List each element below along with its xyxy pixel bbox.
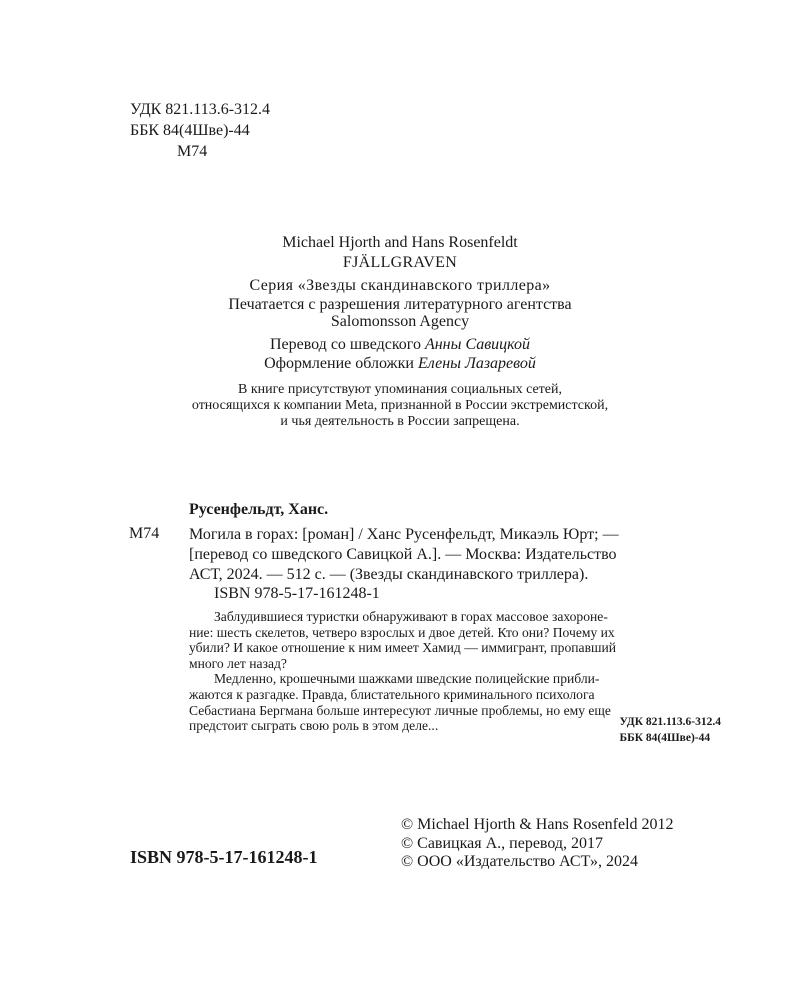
annotation-line: жаются к разгадке. Правда, блистательного криминального психолога xyxy=(189,686,595,702)
notice-line-3: и чья деятельность в России запрещена. xyxy=(280,414,520,429)
isbn-bold: ISBN 978-5-17-161248-1 xyxy=(130,847,318,867)
permission-line-2: Salomonsson Agency xyxy=(330,313,470,330)
original-authors: Michael Hjorth and Hans Rosenfeldt xyxy=(282,234,518,251)
bibliography-line-3: АСТ, 2024. — 512 с. — (Звезды скандинавского триллера). xyxy=(189,566,589,583)
author-mark: М74 xyxy=(177,143,208,160)
annotation-line: убили? И какое отношение к ним имеет Хамид — иммигрант, пропавший xyxy=(189,640,617,656)
translation-credit xyxy=(0,336,800,354)
cover-prefix: Оформление обложки xyxy=(264,355,418,372)
copyright-line-3: © ООО «Издательство АСТ», 2024 xyxy=(401,853,638,870)
classification-codes xyxy=(130,99,270,162)
annotation-line: ние: шесть скелетов, четверо взрослых и двое детей. Кто они? Почему их xyxy=(189,624,615,640)
annotation-line: много лет назад? xyxy=(189,655,287,671)
translator-name: Анны Савицкой xyxy=(424,336,531,353)
translation-prefix: Перевод со шведского xyxy=(269,336,425,353)
bibliography-line-2: [перевод со шведского Савицкой А.]. — Москва: Издательство xyxy=(189,546,617,563)
series-line: Серия «Звезды скандинавского триллера» xyxy=(249,277,551,294)
cover-credit xyxy=(0,355,800,373)
bibliography-record xyxy=(189,525,719,585)
notice-line-1: В книге присутствуют упоминания социальных сетей, xyxy=(238,382,562,397)
copyright-block xyxy=(401,816,674,872)
udk-code-small: УДК 821.113.6-312.4 xyxy=(619,716,721,728)
classification-codes-small xyxy=(620,714,721,746)
annotation-line: Себастиана Бергмана больше интересуют личные проблемы, но ему еще xyxy=(189,702,611,718)
bbk-code-small: ББК 84(4Шве)-44 xyxy=(619,732,711,744)
udk-code: УДК 821.113.6-312.4 xyxy=(130,101,271,118)
annotation-line: предстоит сыграть свою роль в этом деле... xyxy=(189,718,439,734)
annotation-line: Заблудившиеся туристки обнаруживают в горах массовое захороне- xyxy=(214,609,608,624)
copyright-line-1: © Michael Hjorth & Hans Rosenfeld 2012 xyxy=(401,816,674,833)
cover-designer-name: Елены Лазаревой xyxy=(417,355,536,372)
copyright-line-2: © Савицкая А., перевод, 2017 xyxy=(401,834,604,852)
notice-line-2: относящихся к компании Meta, признанной в России экстремистской, xyxy=(191,398,609,413)
annotation-line: Медленно, крошечными шажками шведские полицейские прибли- xyxy=(214,671,600,687)
bibliography-heading: Русенфельдт, Ханс. xyxy=(189,501,329,518)
bibliography-mark: М74 xyxy=(129,525,160,542)
original-title: FJÄLLGRAVEN xyxy=(342,254,458,271)
permission-line-1: Печатается с разрешения литературного агентства xyxy=(228,296,572,313)
bbk-code: ББК 84(4Шве)-44 xyxy=(130,122,250,139)
bibliography-isbn: ISBN 978-5-17-161248-1 xyxy=(214,585,380,602)
bibliography-line-1: Могила в горах: [роман] / Ханс Русенфельдт, Микаэль Юрт; — xyxy=(189,526,619,543)
